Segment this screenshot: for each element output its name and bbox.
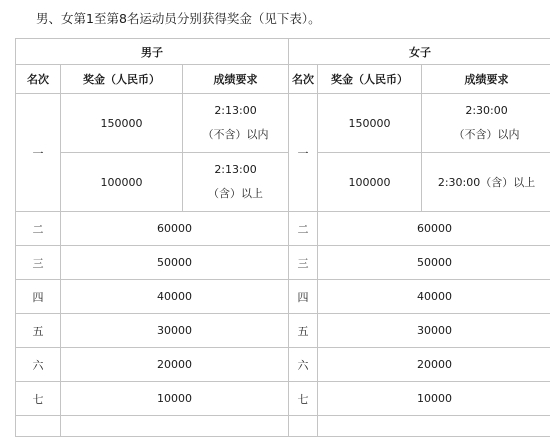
requirement-condition: （不含）以内 xyxy=(422,123,550,147)
men-rank-cell xyxy=(16,416,61,437)
requirement-condition: （含）以上 xyxy=(183,182,288,206)
requirement-time: 2:13:00 xyxy=(183,158,288,182)
column-header-row xyxy=(16,65,550,94)
women-first-prize-a: 150000 xyxy=(318,94,422,153)
women-prize-cell xyxy=(318,416,550,437)
men-prize-header: 奖金（人民币） xyxy=(61,65,183,94)
men-prize-cell: 60000 xyxy=(61,212,289,246)
men-rank-cell: 六 xyxy=(16,348,61,382)
men-header: 男子 xyxy=(16,39,289,65)
table-row xyxy=(16,280,550,314)
women-header: 女子 xyxy=(289,39,550,65)
men-prize-cell: 30000 xyxy=(61,314,289,348)
gender-header-row xyxy=(16,39,550,65)
women-prize-cell: 10000 xyxy=(318,382,550,416)
prize-table xyxy=(15,38,550,437)
men-requirement-header: 成绩要求 xyxy=(183,65,289,94)
women-requirement-header: 成绩要求 xyxy=(422,65,550,94)
men-prize-cell xyxy=(61,416,289,437)
table-row-partial xyxy=(16,416,550,437)
women-rank-cell: 六 xyxy=(289,348,318,382)
women-first-rank: 一 xyxy=(289,94,318,212)
women-prize-cell: 60000 xyxy=(318,212,550,246)
requirement-condition: （不含）以内 xyxy=(183,123,288,147)
women-first-requirement-a xyxy=(422,94,550,153)
women-prize-cell: 30000 xyxy=(318,314,550,348)
first-place-row-b xyxy=(16,153,550,212)
women-rank-cell xyxy=(289,416,318,437)
men-rank-cell: 二 xyxy=(16,212,61,246)
men-prize-cell: 50000 xyxy=(61,246,289,280)
men-first-prize-a: 150000 xyxy=(61,94,183,153)
women-rank-header: 名次 xyxy=(289,65,318,94)
men-rank-cell: 三 xyxy=(16,246,61,280)
table-row xyxy=(16,314,550,348)
women-rank-cell: 二 xyxy=(289,212,318,246)
men-rank-header: 名次 xyxy=(16,65,61,94)
women-rank-cell: 四 xyxy=(289,280,318,314)
table-row xyxy=(16,246,550,280)
men-prize-cell: 20000 xyxy=(61,348,289,382)
table-row xyxy=(16,348,550,382)
table-row xyxy=(16,212,550,246)
women-rank-cell: 七 xyxy=(289,382,318,416)
women-prize-cell: 20000 xyxy=(318,348,550,382)
men-prize-cell: 10000 xyxy=(61,382,289,416)
women-prize-cell: 40000 xyxy=(318,280,550,314)
men-first-requirement-a xyxy=(183,94,289,153)
requirement-time: 2:30:00 xyxy=(422,99,550,123)
women-prize-cell: 50000 xyxy=(318,246,550,280)
men-first-prize-b: 100000 xyxy=(61,153,183,212)
intro-text: 男、女第1至第8名运动员分别获得奖金（见下表）。 xyxy=(36,9,321,29)
women-first-prize-b: 100000 xyxy=(318,153,422,212)
women-first-requirement-b: 2:30:00（含）以上 xyxy=(422,153,550,212)
women-rank-cell: 三 xyxy=(289,246,318,280)
men-rank-cell: 四 xyxy=(16,280,61,314)
requirement-time: 2:13:00 xyxy=(183,99,288,123)
first-place-row-a xyxy=(16,94,550,153)
men-first-rank: 一 xyxy=(16,94,61,212)
table-row xyxy=(16,382,550,416)
women-prize-header: 奖金（人民币） xyxy=(318,65,422,94)
men-rank-cell: 五 xyxy=(16,314,61,348)
men-first-requirement-b xyxy=(183,153,289,212)
men-prize-cell: 40000 xyxy=(61,280,289,314)
men-rank-cell: 七 xyxy=(16,382,61,416)
women-rank-cell: 五 xyxy=(289,314,318,348)
